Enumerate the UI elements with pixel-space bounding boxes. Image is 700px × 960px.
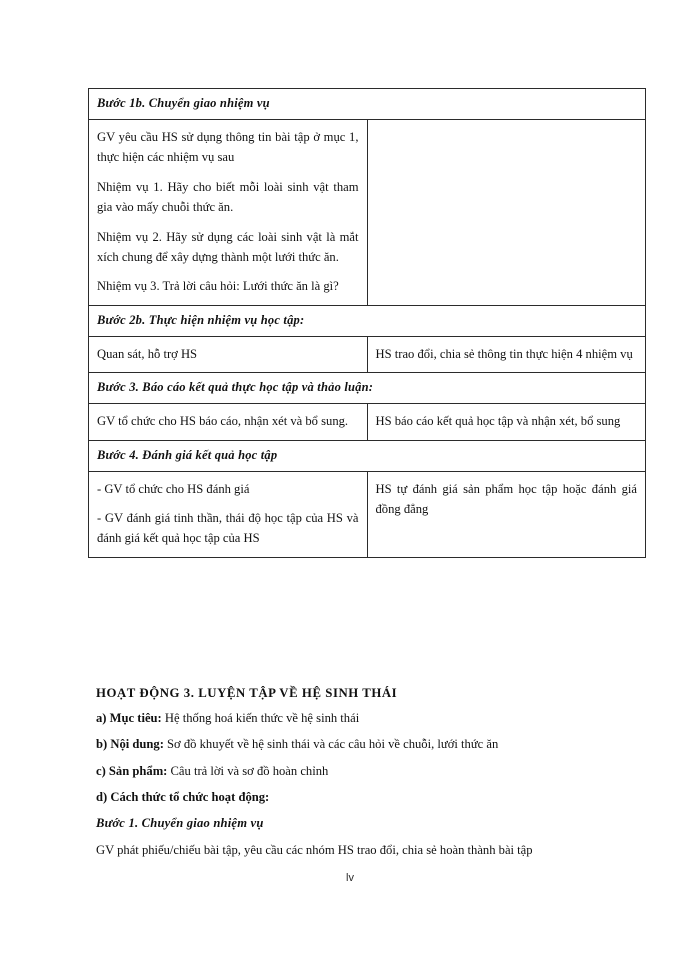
student-activity-cell [367,336,646,372]
activity-item-text: Câu trả lời và sơ đồ hoàn chỉnh [170,763,329,778]
paragraph: HS báo cáo kết quả học tập và nhận xét, bổ sung [375,414,621,429]
step-header-label: Bước 3. Báo cáo kết quả thực học tập và thảo luận: [97,380,374,395]
student-activity-text [376,479,638,520]
table-row [89,336,646,372]
paragraph: HS trao đổi, chia sẻ thông tin thực hiện 4 nhiệm vụ [375,346,633,361]
activity-item-text: Hệ thống hoá kiến thức về hệ sinh thái [164,710,360,725]
paragraph: Nhiệm vụ 2. Hãy sử dụng các loài sinh vật là mắt xích chung để xây dựng thành một lưới thức ăn. [97,229,359,264]
table-row-step-header [89,373,646,404]
table-row-step-header [89,89,646,120]
paragraph: GV yêu cầu HS sử dụng thông tin bài tập ở mục 1, thực hiện các nhiệm vụ sau [97,130,359,165]
table-row [89,120,646,306]
table-row-step-header [89,440,646,471]
teacher-activity-cell [89,120,368,306]
paragraph: - GV tổ chức cho HS đánh giá [97,481,250,496]
step-header-cell [89,89,646,120]
paragraph: Nhiệm vụ 3. Trả lời câu hỏi: Lưới thức ăn là gì? [97,279,339,294]
activity-section [96,686,648,859]
paragraph: Quan sát, hỗ trợ HS [97,346,198,361]
activity-title: HOẠT ĐỘNG 3. LUYỆN TẬP VỀ HỆ SINH THÁI [96,686,398,700]
step-header-label: Bước 4. Đánh giá kết quả học tập [97,447,278,462]
activity-item [96,710,648,726]
step-header-cell [89,373,646,404]
paragraph: GV tổ chức cho HS báo cáo, nhận xét và bổ sung. [97,414,349,429]
student-activity-cell [367,120,646,306]
student-activity-text [376,411,638,431]
student-activity-text [376,127,638,137]
activity-item [96,763,648,779]
activity-item-label: d) Cách thức tổ chức hoạt động: [96,790,270,805]
table-row-step-header [89,305,646,336]
paragraph: Nhiệm vụ 1. Hãy cho biết mỗi loài sinh vật tham gia vào mấy chuỗi thức ăn. [97,179,359,215]
table-row [89,404,646,440]
step-header-cell [89,440,646,471]
step-header-label: Bước 1b. Chuyển giao nhiệm vụ [97,96,270,110]
activity-item-label: b) Nội dung: [96,737,164,752]
table-row [89,471,646,557]
teacher-activity-text [97,344,359,364]
teacher-activity-cell [89,336,368,372]
student-activity-cell [367,471,646,557]
teacher-activity-cell [89,471,368,557]
activity-step-label: Bước 1. Chuyển giao nhiệm vụ [96,816,264,831]
step-header-label: Bước 2b. Thực hiện nhiệm vụ học tập: [97,312,305,327]
teacher-activity-text [97,127,359,297]
teacher-activity-text [97,411,359,431]
lesson-plan-table [88,88,646,558]
activity-item-label: a) Mục tiêu: [96,710,162,725]
student-activity-cell [367,404,646,440]
teacher-activity-text [97,479,359,549]
teacher-activity-cell [89,404,368,440]
page-folio: lv [346,872,354,884]
activity-step-body: GV phát phiếu/chiếu bài tập, yêu cầu các nhóm HS trao đổi, chia sẻ hoàn thành bài tập [96,842,533,857]
step-header-cell [89,305,646,336]
activity-item [96,789,648,805]
activity-item [96,736,648,752]
paragraph: HS tự đánh giá sản phẩm học tập hoặc đánh giá đồng đẳng [375,481,637,516]
student-activity-text [376,344,638,364]
paragraph: - GV đánh giá tinh thần, thái độ học tập của HS và đánh giá kết quả học tập của HS [97,510,359,546]
activity-item-text: Sơ đồ khuyết về hệ sinh thái và các câu hỏi về chuỗi, lưới thức ăn [167,737,499,752]
activity-item-label: c) Sản phẩm: [96,763,168,778]
